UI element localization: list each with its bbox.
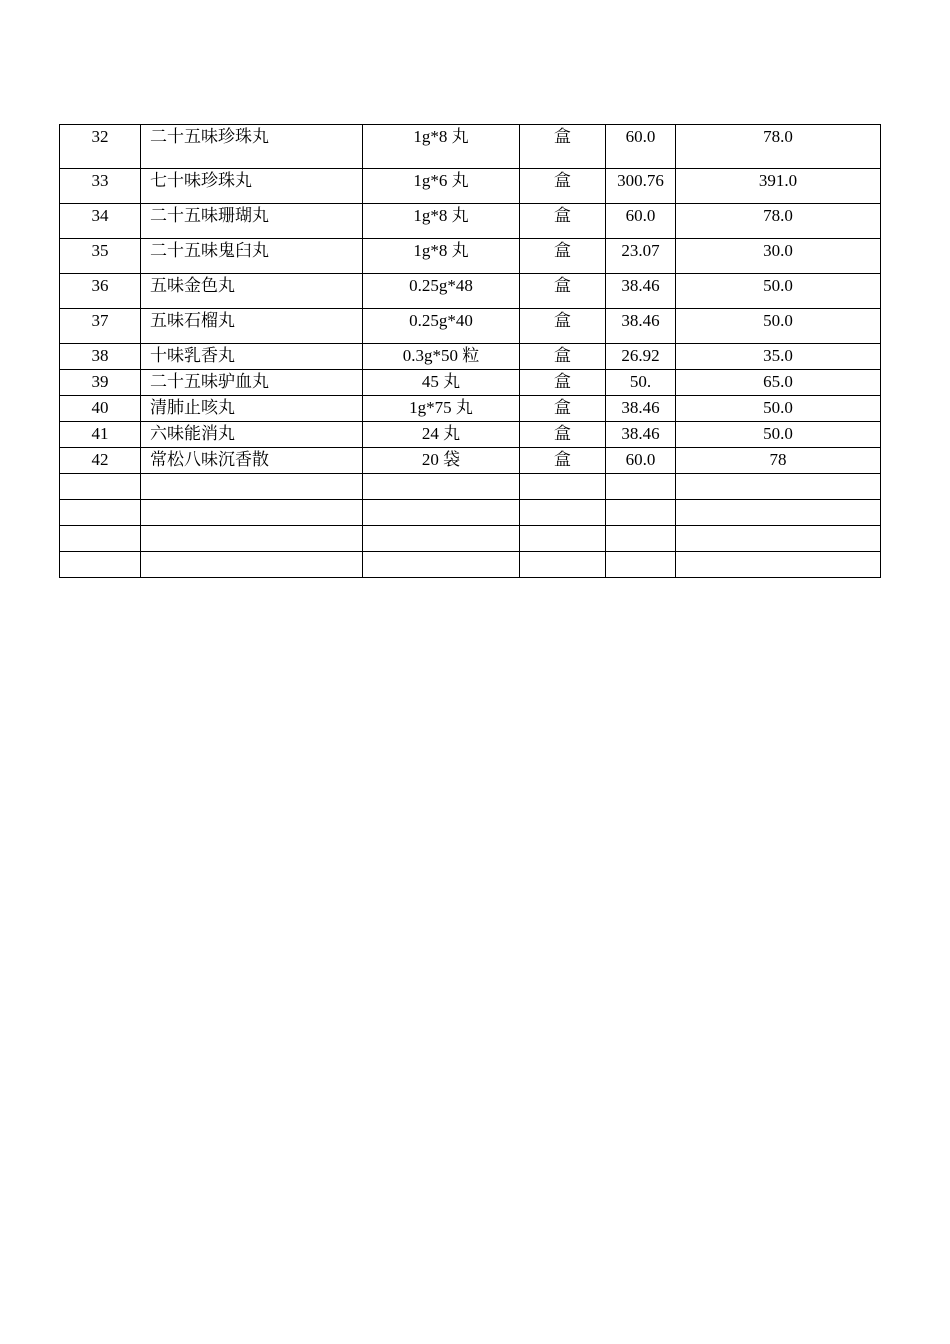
- row-number: 42: [60, 448, 141, 474]
- specification: 1g*6 丸: [363, 169, 520, 204]
- price-1: 23.07: [606, 239, 676, 274]
- table-row: [60, 239, 881, 274]
- empty-cell: [676, 552, 881, 578]
- row-number: 40: [60, 396, 141, 422]
- empty-row: [60, 526, 881, 552]
- unit: 盒: [520, 370, 606, 396]
- row-number: 34: [60, 204, 141, 239]
- table-row: [60, 370, 881, 396]
- specification: 45 丸: [363, 370, 520, 396]
- unit: 盒: [520, 239, 606, 274]
- empty-cell: [606, 552, 676, 578]
- price-2: 65.0: [676, 370, 881, 396]
- row-number: 38: [60, 344, 141, 370]
- medicine-name: 二十五味珍珠丸: [141, 125, 363, 169]
- price-2: 50.0: [676, 309, 881, 344]
- price-1: 38.46: [606, 274, 676, 309]
- unit: 盒: [520, 448, 606, 474]
- price-2: 78.0: [676, 125, 881, 169]
- price-2: 78: [676, 448, 881, 474]
- specification: 20 袋: [363, 448, 520, 474]
- specification: 1g*8 丸: [363, 125, 520, 169]
- specification: 1g*75 丸: [363, 396, 520, 422]
- empty-cell: [60, 526, 141, 552]
- medicine-name: 五味石榴丸: [141, 309, 363, 344]
- price-1: 60.0: [606, 125, 676, 169]
- price-2: 78.0: [676, 204, 881, 239]
- empty-cell: [520, 474, 606, 500]
- specification: 0.25g*40: [363, 309, 520, 344]
- specification: 24 丸: [363, 422, 520, 448]
- price-1: 38.46: [606, 422, 676, 448]
- table-row: [60, 274, 881, 309]
- specification: 1g*8 丸: [363, 204, 520, 239]
- medicine-name: 清肺止咳丸: [141, 396, 363, 422]
- empty-cell: [520, 500, 606, 526]
- unit: 盒: [520, 422, 606, 448]
- medicine-price-table: [59, 124, 881, 578]
- medicine-name: 五味金色丸: [141, 274, 363, 309]
- price-2: 50.0: [676, 274, 881, 309]
- table-row: [60, 309, 881, 344]
- empty-cell: [606, 526, 676, 552]
- row-number: 41: [60, 422, 141, 448]
- table-row: [60, 422, 881, 448]
- medicine-name: 二十五味驴血丸: [141, 370, 363, 396]
- price-1: 38.46: [606, 309, 676, 344]
- unit: 盒: [520, 204, 606, 239]
- table-row: [60, 125, 881, 169]
- empty-cell: [141, 474, 363, 500]
- specification: 0.25g*48: [363, 274, 520, 309]
- empty-cell: [363, 500, 520, 526]
- unit: 盒: [520, 309, 606, 344]
- empty-row: [60, 500, 881, 526]
- medicine-name: 七十味珍珠丸: [141, 169, 363, 204]
- empty-cell: [141, 526, 363, 552]
- medicine-name: 六味能消丸: [141, 422, 363, 448]
- medicine-name: 十味乳香丸: [141, 344, 363, 370]
- table-row: [60, 396, 881, 422]
- empty-cell: [141, 552, 363, 578]
- medicine-name: 二十五味珊瑚丸: [141, 204, 363, 239]
- price-1: 38.46: [606, 396, 676, 422]
- price-2: 50.0: [676, 422, 881, 448]
- medicine-name: 常松八味沉香散: [141, 448, 363, 474]
- empty-cell: [60, 552, 141, 578]
- row-number: 39: [60, 370, 141, 396]
- empty-cell: [520, 552, 606, 578]
- price-2: 30.0: [676, 239, 881, 274]
- row-number: 32: [60, 125, 141, 169]
- empty-cell: [363, 474, 520, 500]
- table-row: [60, 344, 881, 370]
- unit: 盒: [520, 344, 606, 370]
- empty-cell: [141, 500, 363, 526]
- empty-cell: [60, 474, 141, 500]
- price-2: 35.0: [676, 344, 881, 370]
- price-1: 26.92: [606, 344, 676, 370]
- price-1: 60.0: [606, 204, 676, 239]
- unit: 盒: [520, 169, 606, 204]
- unit: 盒: [520, 396, 606, 422]
- specification: 1g*8 丸: [363, 239, 520, 274]
- empty-cell: [676, 526, 881, 552]
- unit: 盒: [520, 125, 606, 169]
- empty-cell: [676, 500, 881, 526]
- price-1: 60.0: [606, 448, 676, 474]
- specification: 0.3g*50 粒: [363, 344, 520, 370]
- empty-cell: [606, 500, 676, 526]
- price-2: 50.0: [676, 396, 881, 422]
- table-row: [60, 169, 881, 204]
- empty-row: [60, 552, 881, 578]
- medicine-name: 二十五味鬼臼丸: [141, 239, 363, 274]
- empty-cell: [676, 474, 881, 500]
- table-row: [60, 448, 881, 474]
- unit: 盒: [520, 274, 606, 309]
- price-2: 391.0: [676, 169, 881, 204]
- empty-cell: [606, 474, 676, 500]
- empty-cell: [520, 526, 606, 552]
- empty-cell: [60, 500, 141, 526]
- empty-cell: [363, 552, 520, 578]
- row-number: 36: [60, 274, 141, 309]
- empty-row: [60, 474, 881, 500]
- price-1: 50.: [606, 370, 676, 396]
- row-number: 37: [60, 309, 141, 344]
- table-row: [60, 204, 881, 239]
- price-1: 300.76: [606, 169, 676, 204]
- empty-cell: [363, 526, 520, 552]
- row-number: 33: [60, 169, 141, 204]
- row-number: 35: [60, 239, 141, 274]
